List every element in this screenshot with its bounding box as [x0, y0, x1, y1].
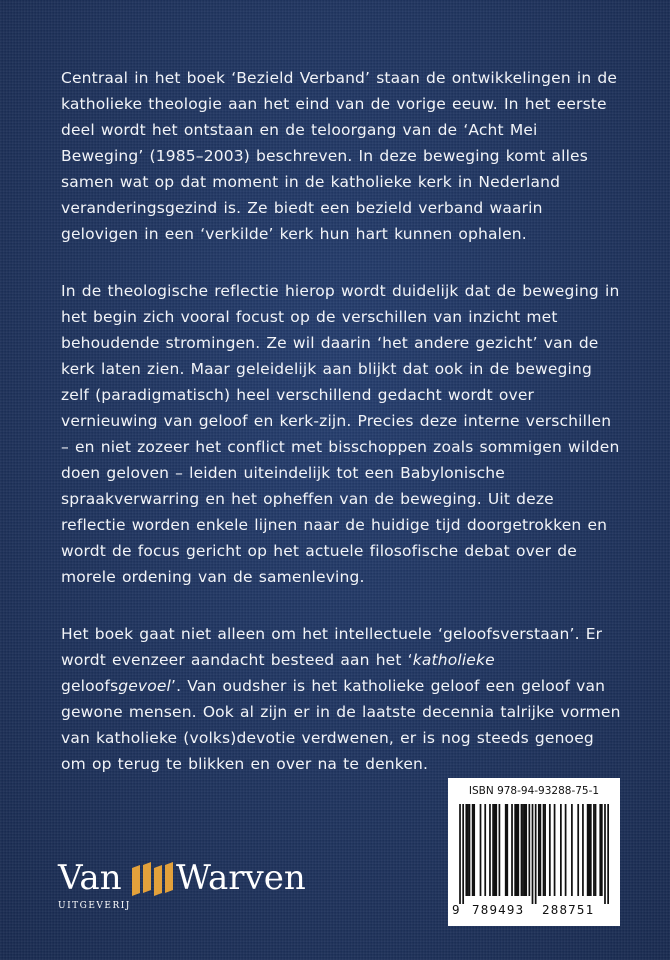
barcode-bar — [469, 804, 471, 896]
barcode-bar — [484, 804, 486, 896]
barcode-bar — [590, 804, 592, 896]
barcode-bar — [582, 804, 584, 896]
barcode-bar — [587, 804, 589, 896]
barcode-bar — [540, 804, 542, 896]
barcode-bar — [467, 804, 469, 896]
barcode-bar — [514, 804, 516, 896]
barcode-bar — [554, 804, 556, 896]
barcode-bar — [571, 804, 573, 896]
blurb-paragraph-1: Centraal in het boek ‘Bezield Verband’ staan de ontwikkelingen in de katholieke theologie aan het eind van de vorige eeuw. In het eerste deel wordt het ontstaan en de teloorgang van de ‘Acht Mei Beweging’ (1985–2003) beschreven. In deze beweging komt alles samen wat op dat moment in de katholieke kerk in Nederland veranderingsgezind is. Ze biedt een bezield verband waarin gelovigen in een ‘verkilde’ kerk hun hart kunnen ophalen. — [61, 69, 618, 243]
barcode-bar — [588, 804, 590, 896]
barcode-bar — [489, 804, 491, 896]
publisher-book-icon — [130, 860, 174, 896]
barcode-bar — [472, 804, 474, 896]
barcode-bar — [524, 804, 526, 896]
isbn-label: ISBN 978-94-93288-75-1 — [468, 785, 600, 797]
barcode-bar — [525, 804, 527, 896]
blurb-paragraph-3 — [61, 621, 621, 777]
barcode-bar — [480, 804, 482, 896]
blurb-italic-gevoel: gevoel — [118, 677, 172, 695]
barcode-bar — [543, 804, 545, 896]
barcode-digits-right: 288751 — [542, 902, 595, 917]
barcode-bar — [494, 804, 496, 896]
barcode-bar — [549, 804, 551, 896]
barcode-bar — [601, 804, 603, 896]
blurb-paragraph-3-text: ’. Van oudsher is het katholieke geloof een geloof van gewone mensen. Ook al zijn er in de laatste decennia talrijke vormen van katholieke (volks)devotie verdwenen, er is nog steeds genoeg om op terug te blikken en over na te denken. — [61, 677, 621, 773]
barcode-bar — [595, 804, 597, 896]
barcode-bar — [565, 804, 567, 896]
blurb-paragraph-2: In de theologische reflectie hierop wordt duidelijk dat de beweging in het begin zich vooral focust op de verschillen van inzicht met behoudende stromingen. Ze wil daarin ‘het andere gezicht’ van de kerk laten zien. Maar geleidelijk aan blijkt dat ook in de beweging zelf (paradigmatisch) heel verschillend gedacht wordt over vernieuwing van geloof en kerk-zijn. Precies deze interne verschillen – en niet zozeer het conflict met bisschoppen zoals sommigen wilden doen geloven – leiden uiteindelijk tot een Babylonische spraakverwarring en het opheffen van de beweging. Uit deze reflectie worden enkele lijnen naar de huidige tijd doorgetrokken en wordt de focus gericht op het actuele filosofische debat over de morele ordening van de samenleving. — [61, 282, 620, 586]
barcode-bar — [604, 804, 606, 904]
blurb-paragraph-3-text: Het boek gaat niet alleen om het intellectuele ‘geloofsverstaan’. Er wordt evenzeer aandacht besteed aan het ‘ — [61, 625, 603, 669]
barcode-bar — [511, 804, 513, 896]
barcode-bar — [516, 804, 518, 896]
publisher-name-van: Van — [58, 858, 122, 898]
barcode-digits-left: 789493 — [472, 902, 525, 917]
barcode-bar — [506, 804, 508, 896]
barcode-bar — [577, 804, 579, 896]
publisher-subtitle: UITGEVERIJ — [58, 901, 131, 911]
barcode-bar — [473, 804, 475, 896]
barcode-digit-first: 9 — [452, 902, 460, 917]
barcode-bar — [459, 804, 461, 904]
publisher-name-warven: Warven — [176, 858, 306, 898]
blurb-italic-katholieke: katholieke — [412, 651, 495, 669]
barcode-bar — [560, 804, 562, 896]
barcode-bar — [538, 804, 540, 896]
publisher-logo — [58, 858, 328, 918]
barcode-bar — [462, 804, 464, 904]
barcode-bar — [522, 804, 524, 896]
barcode-bar — [495, 804, 497, 896]
back-cover-blurb — [61, 65, 621, 808]
barcode-bar — [465, 804, 467, 896]
barcode-bar — [492, 804, 494, 896]
barcode-bar — [517, 804, 519, 896]
barcode-bar — [593, 804, 595, 896]
barcode-bar — [499, 804, 501, 896]
barcode-bar — [607, 804, 609, 904]
barcode-bar — [505, 804, 507, 896]
barcode-bar — [535, 804, 537, 904]
barcode-bar — [544, 804, 546, 896]
barcode-bar — [532, 804, 534, 904]
blurb-paragraph-3-text: geloofs — [61, 677, 119, 695]
barcode-bar — [599, 804, 601, 896]
barcode-bar — [521, 804, 523, 896]
barcode-bars — [456, 804, 612, 904]
isbn-barcode — [448, 778, 620, 926]
barcode-bar — [528, 804, 530, 896]
